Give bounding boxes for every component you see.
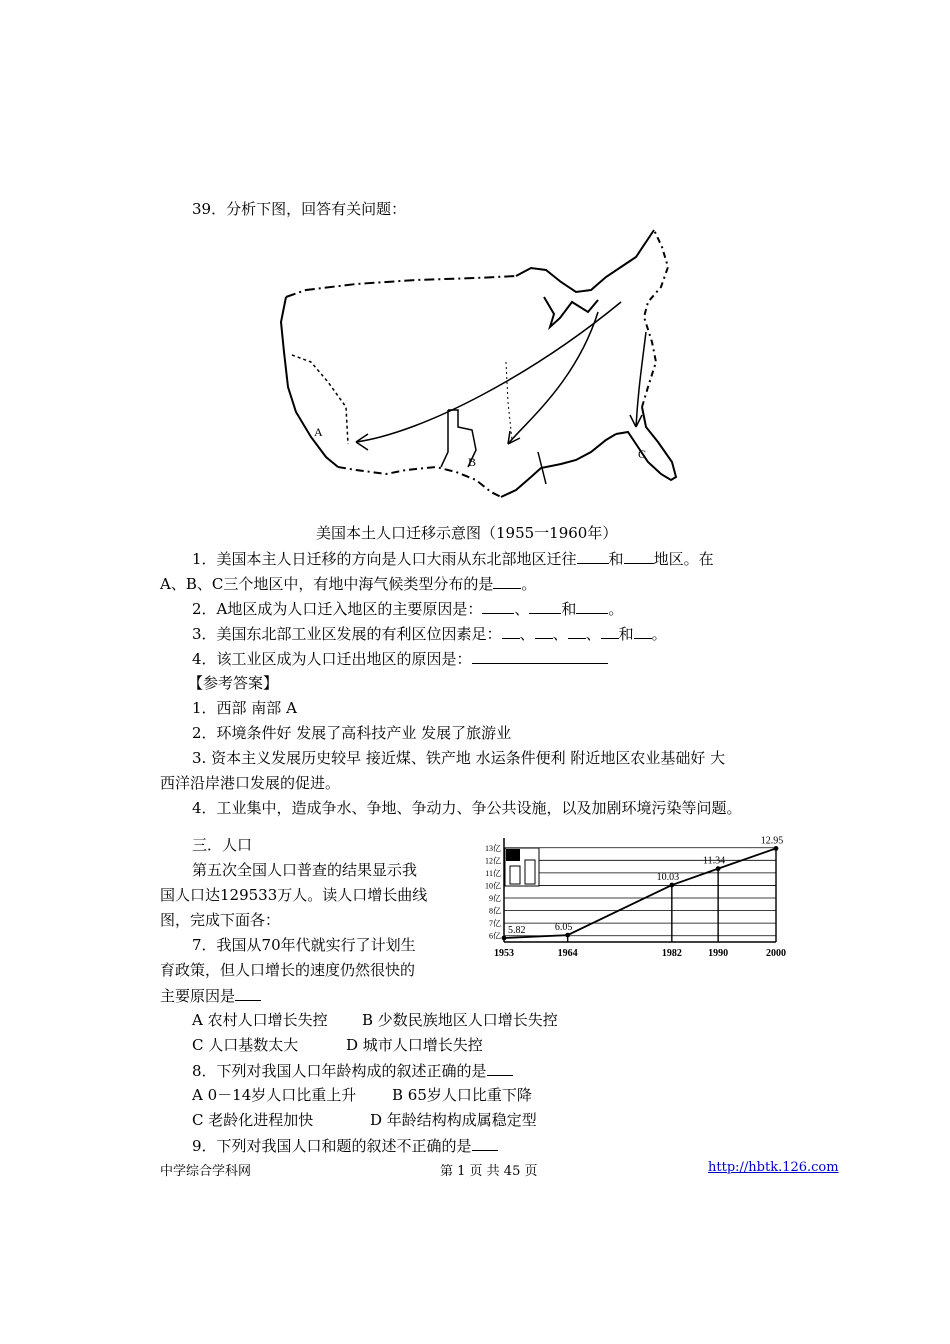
inset-figure-block xyxy=(506,849,520,861)
q8-option-d[interactable]: D 年龄结构构成属稳定型 xyxy=(370,1111,537,1129)
q39-sub2: 2．A地区成为人口迁入地区的主要原因是： 、 和 。 xyxy=(192,600,624,618)
y-tick-label: 6亿 xyxy=(489,931,501,941)
inset-figure-bar xyxy=(525,860,535,884)
answer-blank[interactable] xyxy=(624,549,654,564)
answer-4: 4．工业集中，造成争水、争地、争动力、争公共设施，以及加剧环境污染等问题。 xyxy=(192,799,742,817)
data-point xyxy=(565,933,570,938)
answer-2: 2．环境条件好 发展了高科技产业 发展了旅游业 xyxy=(192,724,512,742)
footer-page-number: 第 1 页 共 45 页 xyxy=(440,1164,538,1179)
q39-sub3: 3．美国东北部工业区发展的有利区位因素足： 、 、 、 和 。 xyxy=(192,625,667,643)
q7-option-d[interactable]: D 城市人口增长失控 xyxy=(346,1036,483,1054)
x-tick-label: 1953 xyxy=(494,948,514,959)
data-label: 5.82 xyxy=(508,924,526,936)
us-migration-map xyxy=(276,222,680,518)
q39-sub4: 4．该工业区成为人口迁出地区的原因是： xyxy=(192,649,608,668)
section-3-heading: 三．人口 xyxy=(192,836,253,854)
data-point xyxy=(669,883,674,888)
map-label-c: C xyxy=(638,447,647,461)
population-growth-chart xyxy=(472,830,792,966)
q39-sub1-line1: 1．美国本主人日迁移的方向是人口大雨从东北部地区迁往 和 地区。在 xyxy=(192,550,714,568)
question-7-line2: 育政策，但人口增长的速度仍然很快的 xyxy=(160,961,416,979)
data-label: 11.34 xyxy=(703,855,726,867)
section-3-intro-line3: 图，完成下面各： xyxy=(160,911,281,929)
y-tick-label: 13亿 xyxy=(485,843,501,853)
answer-blank[interactable] xyxy=(472,1136,498,1151)
x-tick-label: 1964 xyxy=(557,948,578,959)
y-tick-label: 11亿 xyxy=(485,868,501,878)
answer-blank[interactable] xyxy=(568,624,586,639)
footer-link[interactable]: http://hbtk.126.com xyxy=(708,1160,839,1175)
y-tick-label: 8亿 xyxy=(489,906,501,916)
answer-blank[interactable] xyxy=(502,624,520,639)
data-label: 12.95 xyxy=(760,835,784,847)
x-tick-label: 1982 xyxy=(661,948,682,959)
section-3-intro-line1: 第五次全国人口普查的结果显示我 xyxy=(192,861,418,879)
map-label-b: B xyxy=(468,455,477,469)
data-label: 10.03 xyxy=(656,872,680,884)
answer-blank[interactable] xyxy=(634,624,652,639)
q8-option-b[interactable]: B 65岁人口比重下降 xyxy=(392,1086,532,1104)
y-tick-label: 12亿 xyxy=(485,856,501,866)
q7-option-b[interactable]: B 少数民族地区人口增长失控 xyxy=(362,1011,558,1029)
q8-option-a[interactable]: A 0－14岁人口比重上升 xyxy=(192,1086,357,1104)
data-point xyxy=(502,936,507,941)
x-tick-label: 1990 xyxy=(708,948,729,959)
answer-blank[interactable] xyxy=(529,599,561,614)
y-tick-label: 7亿 xyxy=(489,919,501,929)
question-8: 8．下列对我国人口年龄构成的叙述正确的是 xyxy=(192,1061,513,1080)
data-label: 6.05 xyxy=(554,922,573,934)
section-3-intro-line2: 国人口达129533万人。读人口增长曲线 xyxy=(160,886,428,904)
data-point xyxy=(716,866,721,871)
question-9: 9．下列对我国人口和题的叙述不正确的是 xyxy=(192,1136,498,1155)
answer-blank[interactable] xyxy=(482,599,514,614)
answer-blank[interactable] xyxy=(235,986,261,1001)
footer-site-name: 中学综合学科网 xyxy=(160,1164,252,1179)
answer-3-line1: 3. 资本主义发展历史较早 接近煤、铁产地 水运条件便利 附近地区农业基础好 大 xyxy=(192,749,726,767)
answer-3-line2: 西洋沿岸港口发展的促进。 xyxy=(160,774,341,792)
y-tick-label: 10亿 xyxy=(485,881,501,891)
question-7-line3: 主要原因是 xyxy=(160,986,261,1005)
q7-option-c[interactable]: C 人口基数太大 xyxy=(192,1036,299,1054)
answer-blank[interactable] xyxy=(493,574,521,589)
inset-figure-bar xyxy=(510,866,520,884)
x-tick-label: 2000 xyxy=(766,948,786,959)
answer-blank[interactable] xyxy=(576,599,608,614)
answer-blank[interactable] xyxy=(577,549,609,564)
q39-sub1-line2: A、B、C三个地区中，有地中海气候类型分布的是 。 xyxy=(160,575,537,593)
map-label-a: A xyxy=(314,425,323,439)
q8-option-c[interactable]: C 老龄化进程加快 xyxy=(192,1111,314,1129)
population-line xyxy=(504,848,776,938)
question-7-line1: 7．我国从70年代就实行了计划生 xyxy=(192,936,416,954)
data-point xyxy=(774,846,779,851)
answer-blank[interactable] xyxy=(487,1061,513,1076)
answers-heading: 【参考答案】 xyxy=(188,674,279,692)
answer-blank[interactable] xyxy=(472,649,608,664)
q7-option-a[interactable]: A 农村人口增长失控 xyxy=(192,1011,328,1029)
question-39-title: 39．分析下图，回答有关问题： xyxy=(192,200,407,218)
answer-blank[interactable] xyxy=(601,624,619,639)
y-tick-label: 9亿 xyxy=(489,894,501,904)
map-caption: 美国本土人口迁移示意图（1955一1960年） xyxy=(316,524,618,542)
answer-1: 1．西部 南部 A xyxy=(192,699,297,717)
answer-blank[interactable] xyxy=(535,624,553,639)
